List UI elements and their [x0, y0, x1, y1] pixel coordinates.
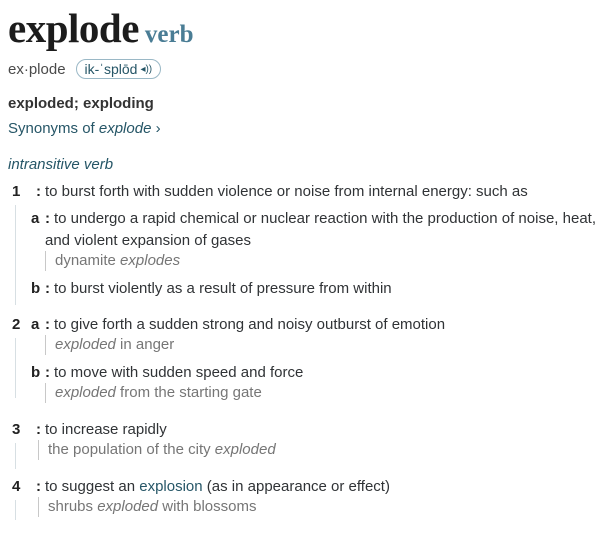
headword: explode — [8, 5, 139, 51]
sense-number: 2 — [12, 316, 21, 333]
inflected-forms: exploded; exploding — [8, 95, 154, 112]
subsense-definition: : to move with sudden speed and force — [45, 364, 304, 381]
pronunciation-text: ik-ˈsplōd — [84, 61, 138, 77]
synonyms-link[interactable]: Synonyms of explode › — [8, 120, 161, 137]
subsense-letter: a — [31, 316, 40, 333]
chevron-right-icon: › — [155, 120, 161, 137]
pronunciation-button[interactable] — [76, 59, 162, 79]
sense-number: 4 — [12, 478, 21, 495]
verb-type-label: intransitive verb — [8, 156, 114, 173]
example-sentence: exploded in anger — [45, 335, 174, 355]
subsense-definition: : to undergo a rapid chemical or nuclear reaction with the production of noise, heat, — [45, 210, 596, 227]
part-of-speech[interactable]: verb — [144, 21, 194, 48]
example-sentence: exploded from the starting gate — [45, 383, 262, 403]
subsense-definition: : to give forth a sudden strong and noisy outburst of emotion — [45, 316, 446, 333]
example-sentence: dynamite explodes — [45, 251, 180, 271]
headword-row — [8, 4, 194, 52]
sense-divider — [15, 443, 16, 469]
subsense-letter: a — [31, 210, 40, 227]
sense-divider — [15, 500, 16, 520]
speaker-icon: ◂)) — [140, 63, 153, 75]
explosion-link[interactable]: explosion — [139, 478, 203, 495]
sense-divider — [15, 338, 16, 398]
sense-divider — [15, 205, 16, 305]
syllabification: ex·plode — [8, 60, 66, 78]
subsense-letter: b — [31, 364, 41, 381]
sense-definition: : to increase rapidly — [36, 421, 167, 438]
subsense-definition-cont: and violent expansion of gases — [45, 232, 251, 249]
sense-number: 3 — [12, 421, 21, 438]
sense-definition: : to suggest an explosion (as in appearance or effect) — [36, 478, 390, 495]
subsense-letter: b — [31, 280, 41, 297]
sense-definition: : to burst forth with sudden violence or noise from internal energy: such as — [36, 183, 528, 200]
subsense-definition: : to burst violently as a result of pressure from within — [45, 280, 392, 297]
pronunciation-row — [8, 59, 161, 79]
example-sentence: the population of the city exploded — [38, 440, 276, 460]
sense-number: 1 — [12, 183, 21, 200]
example-sentence: shrubs exploded with blossoms — [38, 497, 256, 517]
